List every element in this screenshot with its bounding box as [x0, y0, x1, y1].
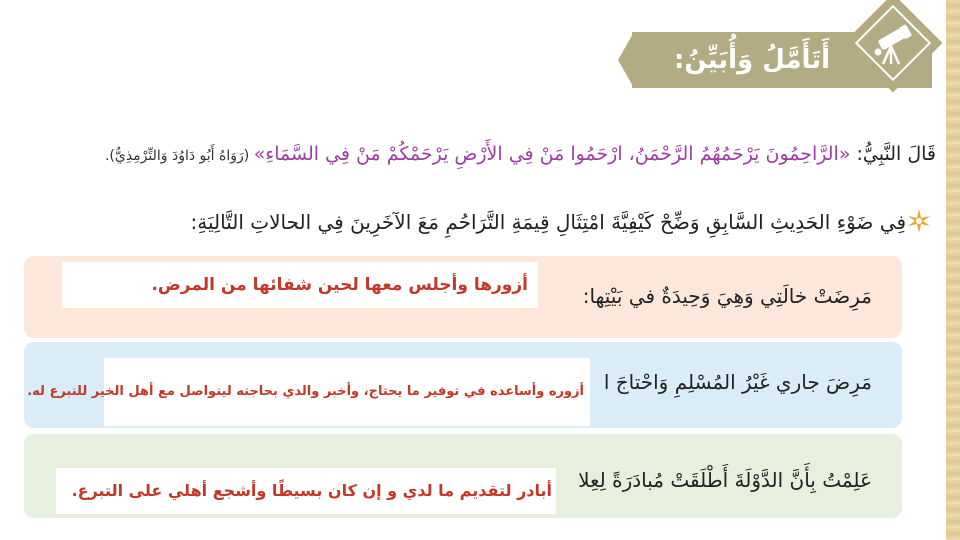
hadith-text: [0, 136, 936, 172]
case-question-3: عَلِمْتُ بِأَنَّ الدَّوْلَةَ أَطْلَقَتْ مُبادَرَةً لِعِلا: [578, 468, 872, 492]
hadith-quote: «الرَّاحِمُونَ يَرْحَمُهُمُ الرَّحْمَنُ، ارْحَمُوا مَنْ فِي الأَرْضِ يَرْحَمْكُمْ مَنْ فِي السَّمَاءِ»: [253, 143, 851, 165]
hadith-source: (رَوَاهُ أَبُو دَاوُدَ وَالتِّرْمِذِيُّ).: [104, 148, 254, 164]
sparkle-icon: [906, 208, 932, 234]
answer-field-2[interactable]: أزوره وأساعده في توفير ما يحتاج، وأخبر والدي بحاجته ليتواصل مع أهل الخير للتبرع له.: [104, 358, 590, 426]
case-question-2: مَرِضَ جاري غَيْرُ المُسْلِمِ وَاحْتاجَ ا: [603, 370, 872, 394]
telescope-icon: [869, 22, 917, 68]
hadith-prefix: قَالَ النَّبِيُّ:: [850, 143, 936, 165]
answer-field-1[interactable]: أزورها وأجلس معها لحين شفائها من المرض.: [62, 262, 538, 308]
instruction-text: فِي ضَوْءِ الحَدِيثِ السَّابِقِ وَضِّحْ كَيْفِيَّةَ امْتِثَالِ قِيمَةِ التَّرَاحُمِ مَعَ الآخَرِينَ فِي الحالاتِ التَّالِيَةِ:: [190, 210, 906, 234]
section-title: أَتَأَمَّلُ وَأُبَيِّنُ:: [673, 45, 830, 75]
page-edge-decoration: [946, 0, 960, 540]
case-question-1: مَرِضَتْ خالَتِي وَهِيَ وَحِيدَةٌ في بَيْتِها:: [582, 284, 872, 308]
answer-field-3[interactable]: أبادر لتقديم ما لدي و إن كان بسيطًا وأشجع أهلي على التبرع.: [56, 468, 556, 514]
